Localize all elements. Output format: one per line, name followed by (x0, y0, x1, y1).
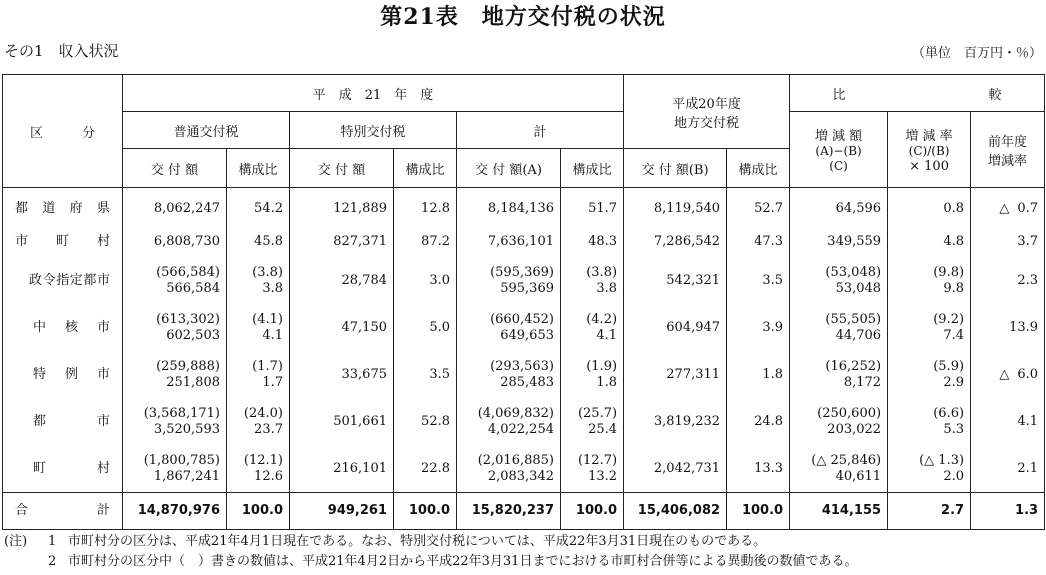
cell-h20: 8,119,540 (624, 188, 727, 227)
cell-kei (457, 257, 561, 304)
cell-kei-ratio (561, 445, 624, 493)
cell-toku-ratio: 100.0 (394, 493, 457, 530)
cell-futsu-value: 3,520,593 (153, 421, 220, 437)
cell-toku-ratio: 52.8 (394, 398, 457, 445)
table-row-designated-cities (3, 257, 1045, 304)
cell-kei-ratio: 48.3 (561, 226, 624, 257)
header-futsu-koseihi: 構成比 (227, 149, 290, 188)
cell-zogen-paren: (250,600) (817, 405, 882, 421)
cell-futsu-ratio-value: 23.7 (254, 421, 283, 437)
header-zennendo-line1: 前年度 (988, 134, 1028, 150)
cell-kei-value: 2,083,342 (487, 468, 554, 484)
cell-futsu-ratio-paren: (4.1) (252, 311, 283, 327)
cell-toku: 33,675 (290, 351, 394, 398)
cell-futsu-ratio (227, 304, 290, 351)
cell-futsu (123, 257, 227, 304)
cell-kei-paren: (293,563) (490, 358, 554, 374)
header-hikaku: 比 較 (790, 75, 1045, 112)
cell-kei-paren: (595,369) (490, 264, 554, 280)
header-zogen-line2: (A)−(B) (815, 144, 862, 158)
table-row-prefectures (3, 188, 1045, 227)
cell-kei-ratio (561, 257, 624, 304)
header-zogen-line3: (C) (829, 159, 848, 173)
notes-label: (注) (4, 534, 28, 549)
cell-futsu-ratio: 100.0 (227, 493, 290, 530)
row-label: 町村 (3, 445, 123, 493)
note-text: 市町村分の区分中（ ）書きの数値は、平成21年4月2日から平成22年3月31日までにおける市町村合併等による異動後の数値である。 (68, 554, 858, 569)
header-zogenritsu (888, 112, 971, 188)
row-label: 都市 (3, 398, 123, 445)
row-label: 合計 (3, 493, 123, 530)
cell-futsu: 14,870,976 (123, 493, 227, 530)
cell-h20-ratio: 13.3 (727, 445, 790, 493)
cell-h20-ratio: 1.8 (727, 351, 790, 398)
cell-zennendo: 2.1 (971, 445, 1045, 493)
cell-futsu-ratio-value: 1.7 (262, 374, 283, 390)
cell-toku: 28,784 (290, 257, 394, 304)
cell-kei-paren: (2,016,885) (477, 452, 554, 468)
cell-h20: 542,321 (624, 257, 727, 304)
header-heisei20-line1: 平成20年度 (672, 96, 741, 112)
cell-ritsu-paren: (6.6) (933, 405, 965, 421)
cell-toku-ratio: 87.2 (394, 226, 457, 257)
cell-kei-ratio-value: 25.4 (588, 421, 618, 437)
decrease-triangle: △ (999, 366, 1010, 382)
header-zogen (790, 112, 888, 188)
table-row-core-cities (3, 304, 1045, 351)
cell-futsu-paren: (566,584) (156, 264, 220, 280)
cell-futsu-value: 602,503 (166, 327, 220, 343)
cell-kei-ratio (561, 304, 624, 351)
cell-futsu-ratio (227, 257, 290, 304)
cell-futsu-ratio (227, 351, 290, 398)
table-row-municipalities (3, 226, 1045, 257)
header-zennendo-line2: 増減率 (988, 153, 1028, 169)
unit-label: （単位 百万円・％） (911, 46, 1042, 61)
cell-zogen: 349,559 (790, 226, 888, 257)
cell-h20: 277,311 (624, 351, 727, 398)
cell-futsu-ratio-value: 12.6 (254, 468, 283, 484)
cell-kei-value: 649,653 (500, 327, 554, 343)
cell-h20: 7,286,542 (624, 226, 727, 257)
cell-futsu-value: 251,808 (166, 374, 220, 390)
row-label: 政令指定都市 (3, 257, 123, 304)
cell-kei-ratio: 100.0 (561, 493, 624, 530)
cell-toku: 949,261 (290, 493, 394, 530)
note-number: 1 (48, 534, 57, 549)
cell-toku: 216,101 (290, 445, 394, 493)
cell-h20: 2,042,731 (624, 445, 727, 493)
cell-ritsu-paren: (9.2) (933, 311, 965, 327)
cell-h20: 604,947 (624, 304, 727, 351)
cell-ritsu-value: 2.9 (943, 374, 965, 390)
cell-futsu (123, 398, 227, 445)
decrease-triangle: △ (999, 200, 1010, 216)
header-h20-kofugaku: 交 付 額(B) (624, 149, 727, 188)
cell-h20-ratio: 100.0 (727, 493, 790, 530)
cell-kei-ratio-value: 13.2 (588, 468, 618, 484)
cell-zogen (790, 257, 888, 304)
cell-zogen-value: 203,022 (827, 421, 882, 437)
cell-futsu-ratio-paren: (3.8) (252, 264, 283, 280)
table-row-special-cities (3, 351, 1045, 398)
cell-futsu-ratio (227, 445, 290, 493)
cell-futsu-ratio-value: 3.8 (262, 280, 283, 296)
cell-kei-ratio-paren: (25.7) (577, 405, 618, 421)
cell-futsu-ratio-paren: (1.7) (252, 358, 283, 374)
cell-ritsu: 4.8 (888, 226, 971, 257)
cell-kei (457, 398, 561, 445)
cell-kei-value: 595,369 (500, 280, 554, 296)
cell-zogen (790, 398, 888, 445)
row-label: 特例市 (3, 351, 123, 398)
cell-h20-ratio: 47.3 (727, 226, 790, 257)
cell-ritsu-value: 5.3 (943, 421, 965, 437)
cell-kei-ratio: 51.7 (561, 188, 624, 227)
cell-zogen-value: 40,611 (835, 468, 882, 484)
cell-zogen-value: 53,048 (835, 280, 882, 296)
cell-toku: 827,371 (290, 226, 394, 257)
cell-kei (457, 445, 561, 493)
cell-h20-ratio: 3.5 (727, 257, 790, 304)
cell-zogen: 64,596 (790, 188, 888, 227)
notes (4, 532, 857, 572)
cell-zogen (790, 351, 888, 398)
revenue-table (2, 74, 1045, 530)
cell-h20-ratio: 52.7 (727, 188, 790, 227)
cell-futsu (123, 351, 227, 398)
subtitle: その1 収入状況 (4, 42, 119, 60)
table-row-total (3, 493, 1045, 530)
cell-zennendo (971, 188, 1045, 227)
cell-h20: 15,406,082 (624, 493, 727, 530)
header-zogenritsu-line1: 増 減 率 (905, 129, 953, 144)
cell-toku-ratio: 5.0 (394, 304, 457, 351)
cell-kei-paren: (660,452) (490, 311, 554, 327)
header-kei-koseihi: 構成比 (561, 149, 624, 188)
table-row-cities (3, 398, 1045, 445)
table-row-towns-villages (3, 445, 1045, 493)
cell-zogen-paren: (53,048) (825, 264, 882, 280)
header-heisei20 (624, 75, 790, 149)
page-title: 第21表 地方交付税の状況 (380, 4, 666, 30)
note-1 (4, 532, 857, 552)
cell-futsu-ratio: 54.2 (227, 188, 290, 227)
cell-ritsu: 2.7 (888, 493, 971, 530)
cell-kei-paren: (4,069,832) (477, 405, 554, 421)
header-zogenritsu-line2: (C)/(B) (908, 144, 950, 158)
cell-ritsu (888, 398, 971, 445)
cell-zogen-value: 44,706 (835, 327, 882, 343)
cell-kei: 15,820,237 (457, 493, 561, 530)
cell-toku: 47,150 (290, 304, 394, 351)
cell-kei-ratio-paren: (1.9) (586, 358, 618, 374)
cell-zennendo: 3.7 (971, 226, 1045, 257)
header-toku-kofugaku: 交 付 額 (290, 149, 394, 188)
cell-ritsu-paren: (△ 1.3) (919, 452, 965, 468)
cell-zennendo: 13.9 (971, 304, 1045, 351)
cell-kei-ratio (561, 398, 624, 445)
header-heisei21: 平 成 21 年 度 (123, 75, 624, 112)
cell-ritsu-paren: (5.9) (933, 358, 965, 374)
cell-futsu-ratio-paren: (12.1) (243, 452, 283, 468)
cell-zogen-paren: (16,252) (825, 358, 882, 374)
cell-toku-ratio: 12.8 (394, 188, 457, 227)
cell-zennendo-value: 6.0 (1017, 366, 1039, 382)
cell-zennendo: 1.3 (971, 493, 1045, 530)
cell-ritsu: 0.8 (888, 188, 971, 227)
cell-kei-ratio-value: 4.1 (596, 327, 618, 343)
cell-kei-value: 4,022,254 (487, 421, 554, 437)
cell-kei-value: 285,483 (500, 374, 554, 390)
cell-ritsu-paren: (9.8) (933, 264, 965, 280)
cell-zennendo: 4.1 (971, 398, 1045, 445)
cell-zogen (790, 304, 888, 351)
cell-toku-ratio: 22.8 (394, 445, 457, 493)
cell-kei-ratio-value: 3.8 (596, 280, 618, 296)
cell-ritsu-value: 2.0 (943, 468, 965, 484)
cell-futsu: 6,808,730 (123, 226, 227, 257)
cell-toku: 121,889 (290, 188, 394, 227)
cell-futsu-ratio: 45.8 (227, 226, 290, 257)
note-2 (4, 552, 857, 572)
cell-zogen (790, 445, 888, 493)
header-kei: 計 (457, 112, 624, 149)
cell-kei-ratio (561, 351, 624, 398)
header-h20-koseihi: 構成比 (727, 149, 790, 188)
cell-ritsu (888, 257, 971, 304)
cell-h20-ratio: 24.8 (727, 398, 790, 445)
cell-kei (457, 351, 561, 398)
cell-kei (457, 304, 561, 351)
header-toku-koseihi: 構成比 (394, 149, 457, 188)
cell-ritsu (888, 351, 971, 398)
cell-kei: 8,184,136 (457, 188, 561, 227)
cell-futsu-paren: (3,568,171) (143, 405, 220, 421)
cell-toku-ratio: 3.5 (394, 351, 457, 398)
note-text: 市町村分の区分は、平成21年4月1日現在である。なお、特別交付税については、平成22年3月31日現在のものである。 (68, 534, 767, 549)
cell-zogen-paren: (55,505) (825, 311, 882, 327)
cell-futsu-value: 566,584 (166, 280, 220, 296)
cell-toku: 501,661 (290, 398, 394, 445)
header-zennendo (971, 112, 1045, 188)
header-kei-kofugaku: 交 付 額(A) (457, 149, 561, 188)
cell-ritsu-value: 9.8 (943, 280, 965, 296)
cell-zennendo: 2.3 (971, 257, 1045, 304)
note-number: 2 (48, 554, 57, 569)
cell-ritsu (888, 445, 971, 493)
cell-h20-ratio: 3.9 (727, 304, 790, 351)
header-zogen-line1: 増 減 額 (814, 129, 863, 144)
row-label: 中核市 (3, 304, 123, 351)
row-label: 都道府県 (3, 188, 123, 227)
cell-zogen-value: 8,172 (843, 374, 882, 390)
cell-futsu-ratio (227, 398, 290, 445)
cell-kei: 7,636,101 (457, 226, 561, 257)
header-tokubetsu: 特別交付税 (290, 112, 457, 149)
cell-futsu-value: 1,867,241 (153, 468, 220, 484)
cell-kei-ratio-paren: (3.8) (586, 264, 618, 280)
cell-kei-ratio-paren: (4.2) (586, 311, 618, 327)
cell-futsu (123, 304, 227, 351)
cell-toku-ratio: 3.0 (394, 257, 457, 304)
cell-ritsu-value: 7.4 (943, 327, 965, 343)
cell-zennendo-value: 0.7 (1017, 200, 1039, 216)
header-futsu-kofugaku: 交 付 額 (123, 149, 227, 188)
cell-futsu-ratio-paren: (24.0) (243, 405, 283, 421)
cell-futsu: 8,062,247 (123, 188, 227, 227)
cell-futsu-paren: (259,888) (156, 358, 220, 374)
header-zogenritsu-line3: × 100 (909, 159, 949, 174)
cell-kei-ratio-value: 1.8 (596, 374, 618, 390)
cell-zennendo (971, 351, 1045, 398)
cell-zogen: 414,155 (790, 493, 888, 530)
cell-futsu (123, 445, 227, 493)
header-futsu: 普通交付税 (123, 112, 290, 149)
header-heisei20-line2: 地方交付税 (674, 115, 740, 131)
cell-futsu-paren: (613,302) (156, 311, 220, 327)
header-kubun: 区 分 (3, 75, 123, 188)
row-label: 市町村 (3, 226, 123, 257)
cell-ritsu (888, 304, 971, 351)
cell-kei-ratio-paren: (12.7) (577, 452, 618, 468)
cell-futsu-paren: (1,800,785) (143, 452, 220, 468)
cell-zogen-paren: (△ 25,846) (811, 452, 882, 468)
cell-h20: 3,819,232 (624, 398, 727, 445)
cell-futsu-ratio-value: 4.1 (262, 327, 283, 343)
